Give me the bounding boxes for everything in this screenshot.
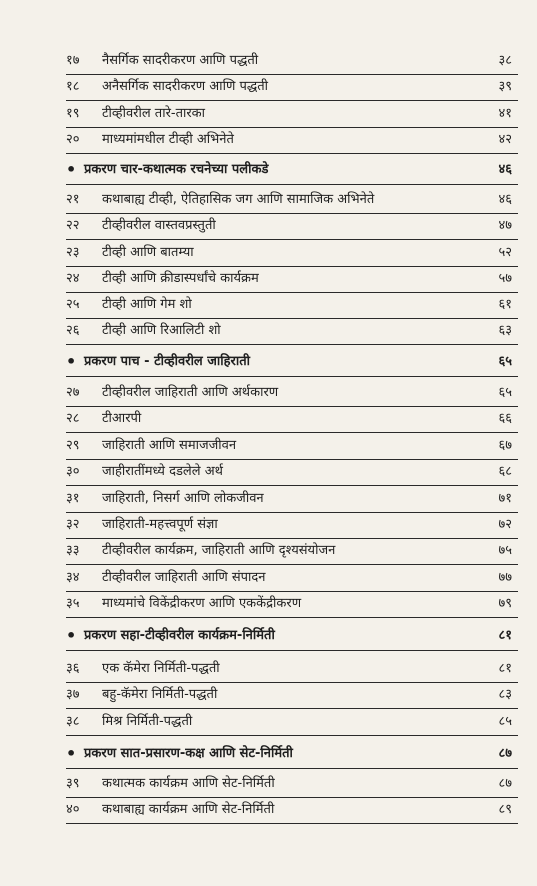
toc-section-heading xyxy=(66,622,518,651)
entry-page-number: ७२ xyxy=(498,517,512,532)
entry-title: टीव्हीवरील कार्यक्रम, जाहिराती आणि दृश्यसंयोजन xyxy=(102,543,336,558)
toc-entry xyxy=(66,565,518,592)
entry-number: २० xyxy=(66,132,80,147)
entry-title: टीव्ही आणि क्रीडास्पर्धांचे कार्यक्रम xyxy=(102,271,259,286)
section-page-number: ८७ xyxy=(498,746,512,761)
toc-entry xyxy=(66,48,518,75)
bullet-icon: • xyxy=(66,626,77,645)
entry-title: कथात्मक कार्यक्रम आणि सेट-निर्मिती xyxy=(102,776,275,791)
entry-page-number: ३९ xyxy=(498,79,512,94)
entry-page-number: ७९ xyxy=(498,596,512,611)
entry-number: २५ xyxy=(66,297,80,312)
toc-entry xyxy=(66,292,518,319)
entry-number: २२ xyxy=(66,218,80,233)
entry-page-number: ३८ xyxy=(498,53,512,68)
toc-entry xyxy=(66,591,518,618)
entry-title: टीव्ही आणि रिआलिटी शो xyxy=(102,323,221,338)
toc-entry xyxy=(66,433,518,460)
entry-title: जाहिराती-महत्त्वपूर्ण संज्ञा xyxy=(102,517,218,532)
section-title: प्रकरण पाच - टीव्हीवरील जाहिराती xyxy=(84,354,251,369)
toc-entry xyxy=(66,406,518,433)
entry-title: कथाबाह्य टीव्ही, ऐतिहासिक जग आणि सामाजिक अभिनेते xyxy=(102,192,375,207)
entry-title: टीआरपी xyxy=(102,411,142,426)
entry-number: ३० xyxy=(66,464,80,479)
entry-page-number: ८९ xyxy=(498,802,512,817)
entry-number: २१ xyxy=(66,192,80,207)
entry-page-number: ७१ xyxy=(498,491,512,506)
entry-title: माध्यमांमधील टीव्ही अभिनेते xyxy=(102,132,234,147)
entry-title: जाहिराती आणि समाजजीवन xyxy=(102,438,237,453)
entry-number: २९ xyxy=(66,438,80,453)
toc-entry xyxy=(66,486,518,513)
entry-number: १८ xyxy=(66,79,80,94)
entry-page-number: ६३ xyxy=(498,323,512,338)
entry-page-number: ४१ xyxy=(498,106,512,121)
entry-number: ३६ xyxy=(66,661,80,676)
entry-number: २६ xyxy=(66,323,80,338)
entry-title: टीव्हीवरील जाहिराती आणि संपादन xyxy=(102,570,266,585)
entry-page-number: ६७ xyxy=(498,438,512,453)
toc-entry xyxy=(66,380,518,407)
toc-entry xyxy=(66,318,518,345)
entry-page-number: ८३ xyxy=(498,687,512,702)
entry-page-number: ७५ xyxy=(498,543,512,558)
bullet-icon: • xyxy=(66,744,77,763)
entry-page-number: ६५ xyxy=(498,385,512,400)
toc-entry xyxy=(66,127,518,154)
entry-title: टीव्ही आणि बातम्या xyxy=(102,245,194,260)
entry-page-number: ४७ xyxy=(498,218,512,233)
entry-number: १९ xyxy=(66,106,80,121)
entry-page-number: ८७ xyxy=(498,776,512,791)
toc-entry xyxy=(66,682,518,709)
bullet-icon: • xyxy=(66,160,77,179)
entry-number: ३१ xyxy=(66,491,80,506)
section-page-number: ८१ xyxy=(498,628,512,643)
entry-title: अनैसर्गिक सादरीकरण आणि पद्धती xyxy=(102,79,269,94)
toc-section-heading xyxy=(66,348,518,377)
entry-title: मिश्र निर्मिती-पद्धती xyxy=(102,714,193,729)
section-page-number: ६५ xyxy=(498,354,512,369)
toc-entry xyxy=(66,101,518,128)
toc-entry xyxy=(66,512,518,539)
entry-title: बहु-कॅमेरा निर्मिती-पद्धती xyxy=(102,687,218,702)
entry-number: १७ xyxy=(66,53,80,68)
entry-number: २७ xyxy=(66,385,80,400)
toc-entry xyxy=(66,656,518,683)
entry-number: २४ xyxy=(66,271,80,286)
entry-number: ३८ xyxy=(66,714,80,729)
entry-title: एक कॅमेरा निर्मिती-पद्धती xyxy=(102,661,220,676)
toc-entry xyxy=(66,213,518,240)
entry-number: ३७ xyxy=(66,687,80,702)
entry-page-number: ४२ xyxy=(498,132,512,147)
entry-page-number: ५२ xyxy=(498,245,512,260)
entry-number: २३ xyxy=(66,245,80,260)
entry-title: कथाबाह्य कार्यक्रम आणि सेट-निर्मिती xyxy=(102,802,275,817)
entry-number: ३९ xyxy=(66,776,80,791)
entry-number: ३५ xyxy=(66,596,80,611)
toc-entry xyxy=(66,187,518,214)
toc-section-heading xyxy=(66,156,518,185)
entry-title: टीव्हीवरील वास्तवप्रस्तुती xyxy=(102,218,216,233)
toc-section-heading xyxy=(66,740,518,769)
entry-number: २८ xyxy=(66,411,80,426)
section-title: प्रकरण चार-कथात्मक रचनेच्या पलीकडे xyxy=(84,162,269,177)
entry-number: ३३ xyxy=(66,543,80,558)
entry-title: जाहीरातींमध्ये दडलेले अर्थ xyxy=(102,464,223,479)
entry-number: ३४ xyxy=(66,570,80,585)
entry-title: टीव्हीवरील जाहिराती आणि अर्थकारण xyxy=(102,385,279,400)
entry-title: नैसर्गिक सादरीकरण आणि पद्धती xyxy=(102,53,259,68)
entry-title: माध्यमांचे विकेंद्रीकरण आणि एककेंद्रीकरण xyxy=(102,596,302,611)
toc-entry xyxy=(66,709,518,736)
entry-page-number: ८१ xyxy=(498,661,512,676)
entry-page-number: ८५ xyxy=(498,714,512,729)
toc-entry xyxy=(66,240,518,267)
section-title: प्रकरण सहा-टीव्हीवरील कार्यक्रम-निर्मिती xyxy=(84,628,275,643)
entry-page-number: ५७ xyxy=(498,271,512,286)
entry-page-number: ६८ xyxy=(498,464,512,479)
entry-page-number: ७७ xyxy=(498,570,512,585)
entry-number: ४० xyxy=(66,802,80,817)
toc-entry xyxy=(66,771,518,798)
entry-page-number: ६१ xyxy=(498,297,512,312)
toc-entry xyxy=(66,459,518,486)
bullet-icon: • xyxy=(66,352,77,371)
section-title: प्रकरण सात-प्रसारण-कक्ष आणि सेट-निर्मिती xyxy=(84,746,293,761)
toc-entry xyxy=(66,266,518,293)
entry-page-number: ४६ xyxy=(498,192,512,207)
entry-title: टीव्ही आणि गेम शो xyxy=(102,297,192,312)
toc-entry xyxy=(66,797,518,824)
entry-title: टीव्हीवरील तारे-तारका xyxy=(102,106,206,121)
toc-entry xyxy=(66,74,518,101)
toc-entry xyxy=(66,538,518,565)
section-page-number: ४६ xyxy=(498,162,512,177)
entry-number: ३२ xyxy=(66,517,80,532)
entry-page-number: ६६ xyxy=(498,411,512,426)
entry-title: जाहिराती, निसर्ग आणि लोकजीवन xyxy=(102,491,264,506)
